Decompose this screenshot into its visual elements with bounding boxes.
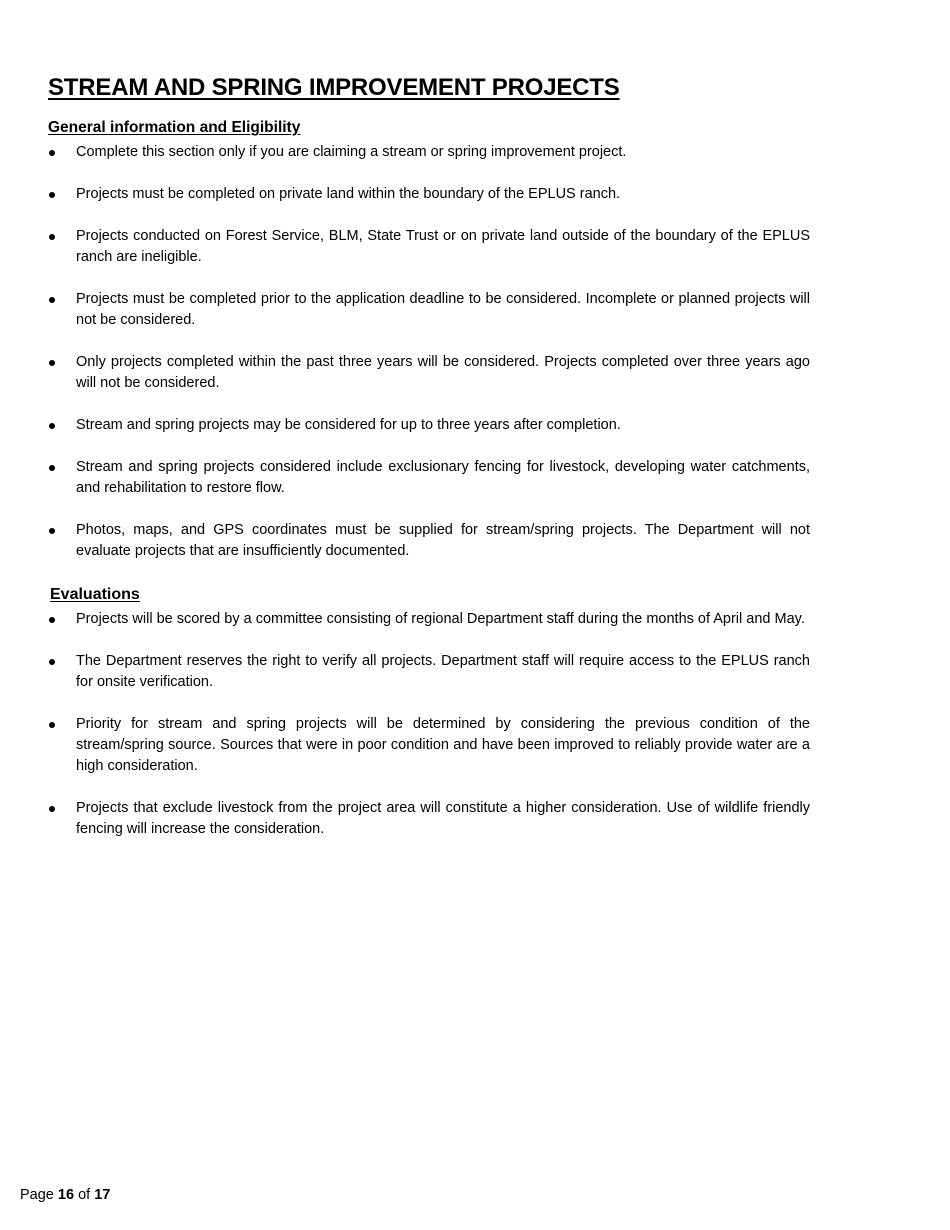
bullet-icon [49, 297, 55, 303]
list-item [48, 415, 810, 436]
list-item-text: Projects that exclude livestock from the project area will constitute a higher consideration. Use of wildlife friendly fencing will increase the consideration. [76, 800, 810, 837]
bullet-icon [49, 528, 55, 534]
bullet-icon [49, 806, 55, 812]
bullet-icon [49, 423, 55, 429]
list-item [48, 651, 810, 693]
list-item [48, 142, 810, 163]
page-label: Page [20, 1187, 54, 1203]
page-footer [20, 1187, 110, 1203]
list-item-text: Complete this section only if you are claiming a stream or spring improvement project. [76, 144, 627, 160]
list-item [48, 714, 810, 777]
list-item-text: The Department reserves the right to verify all projects. Department staff will require access to the EPLUS ranch for onsite verification. [76, 653, 810, 690]
list-item [48, 520, 810, 562]
bullet-icon [49, 617, 55, 623]
of-label: of [78, 1187, 91, 1203]
bullet-icon [49, 722, 55, 728]
section-heading-general: General information and Eligibility [48, 119, 301, 136]
list-item-text: Projects will be scored by a committee consisting of regional Department staff during the months of April and May. [76, 611, 805, 627]
bullet-icon [49, 360, 55, 366]
list-item-text: Projects must be completed prior to the application deadline to be considered. Incomplete or planned projects will not be considered. [76, 291, 810, 328]
list-item-text: Priority for stream and spring projects will be determined by considering the previous condition of the stream/spring source. Sources that were in poor condition and have been improved to reliably provide water are a high consideration. [76, 716, 810, 774]
section-heading-evaluations: Evaluations [50, 586, 140, 603]
list-item [48, 289, 810, 331]
list-item-text: Stream and spring projects considered include exclusionary fencing for livestock, developing water catchments, and rehabilitation to restore flow. [76, 459, 810, 496]
list-item-text: Photos, maps, and GPS coordinates must be supplied for stream/spring projects. The Department will not evaluate projects that are insufficiently documented. [76, 522, 810, 559]
total-page-count: 17 [94, 1187, 111, 1203]
list-item-text: Only projects completed within the past three years will be considered. Projects completed over three years ago will not be considered. [76, 354, 810, 391]
list-item-text: Projects conducted on Forest Service, BLM, State Trust or on private land outside of the boundary of the EPLUS ranch are ineligible. [76, 228, 810, 265]
list-item [48, 609, 810, 630]
current-page-number: 16 [57, 1187, 75, 1203]
bullet-icon [49, 150, 55, 156]
bullet-icon [49, 192, 55, 198]
list-item [48, 184, 810, 205]
bullet-icon [49, 659, 55, 665]
list-item [48, 457, 810, 499]
list-item-text: Stream and spring projects may be considered for up to three years after completion. [76, 417, 621, 433]
bullet-icon [49, 465, 55, 471]
list-item [48, 798, 810, 840]
list-item [48, 352, 810, 394]
bullet-icon [49, 234, 55, 240]
general-eligibility-list [48, 142, 810, 562]
evaluations-list [48, 609, 810, 840]
list-item-text: Projects must be completed on private land within the boundary of the EPLUS ranch. [76, 186, 621, 202]
page-title: STREAM AND SPRING IMPROVEMENT PROJECTS [48, 74, 620, 101]
list-item [48, 226, 810, 268]
